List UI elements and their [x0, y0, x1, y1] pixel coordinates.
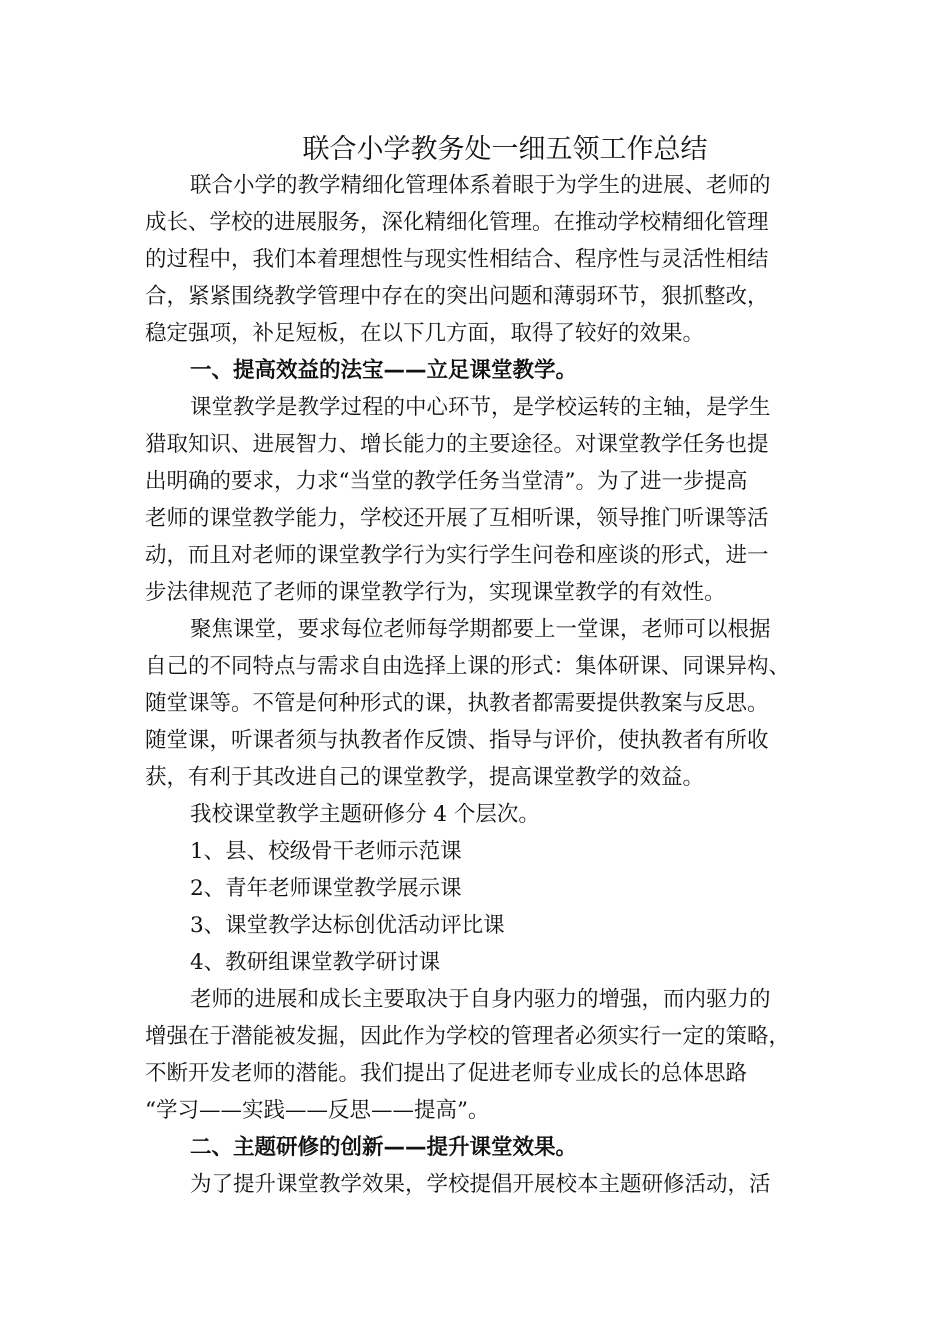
- paragraph-line: 增强在于潜能被发掘，因此作为学校的管理者必须实行一定的策略，: [145, 1024, 791, 1049]
- paragraph-line: 不断开发老师的潜能。我们提出了促进老师专业成长的总体思路: [145, 1061, 748, 1086]
- list-item: 1、县、校级骨干老师示范课: [190, 839, 462, 864]
- paragraph-line: 成长、学校的进展服务，深化精细化管理。在推动学校精细化管理: [145, 210, 769, 235]
- paragraph-line: 步法律规范了老师的课堂教学行为，实现课堂教学的有效性。: [145, 580, 726, 605]
- paragraph-line: 联合小学的教学精细化管理体系着眼于为学生的进展、老师的: [190, 173, 771, 198]
- paragraph-line: 课堂教学是教学过程的中心环节，是学校运转的主轴，是学生: [190, 395, 771, 420]
- paragraph-line: 为了提升课堂教学效果，学校提倡开展校本主题研修活动，活: [190, 1172, 771, 1197]
- paragraph-line: 猎取知识、进展智力、增长能力的主要途径。对课堂教学任务也提: [145, 432, 769, 457]
- document-title: 联合小学教务处一细五领工作总结: [302, 134, 708, 165]
- section-heading-2: 二、主题研修的创新——提升课堂效果。: [190, 1135, 578, 1160]
- paragraph-line: 老师的进展和成长主要取决于自身内驱力的增强，而内驱力的: [190, 987, 771, 1012]
- paragraph-line: 动，而且对老师的课堂教学行为实行学生问卷和座谈的形式，进一: [145, 543, 769, 568]
- list-item: 2、青年老师课堂教学展示课: [190, 876, 462, 901]
- paragraph-line: 聚焦课堂，要求每位老师每学期都要上一堂课，老师可以根据: [190, 617, 771, 642]
- paragraph-line: 自己的不同特点与需求自由选择上课的形式：集体研课、同课异构、: [145, 654, 791, 679]
- paragraph-line: 随堂课等。不管是何种形式的课，执教者都需要提供教案与反思。: [145, 691, 769, 716]
- section-heading-1: 一、提高效益的法宝——立足课堂教学。: [190, 358, 578, 383]
- paragraph-line: 出明确的要求，力求“当堂的教学任务当堂清”。为了进一步提高: [145, 469, 748, 494]
- paragraph-line: 随堂课，听课者须与执教者作反馈、指导与评价，使执教者有所收: [145, 728, 769, 753]
- paragraph-line: 合，紧紧围绕教学管理中存在的突出问题和薄弱环节，狠抓整改，: [145, 284, 769, 309]
- paragraph-line: 稳定强项，补足短板，在以下几方面，取得了较好的效果。: [145, 321, 705, 346]
- list-item: 4、教研组课堂教学研讨课: [190, 950, 441, 975]
- list-item: 3、课堂教学达标创优活动评比课: [190, 913, 505, 938]
- paragraph-line: 的过程中，我们本着理想性与现实性相结合、程序性与灵活性相结: [145, 247, 769, 272]
- paragraph-line: “学习——实践——反思——提高”。: [145, 1098, 490, 1123]
- paragraph-line: 老师的课堂教学能力，学校还开展了互相听课，领导推门听课等活: [145, 506, 769, 531]
- paragraph-line: 获，有利于其改进自己的课堂教学，提高课堂教学的效益。: [145, 765, 705, 790]
- paragraph-line: 我校课堂教学主题研修分 4 个层次。: [190, 802, 540, 827]
